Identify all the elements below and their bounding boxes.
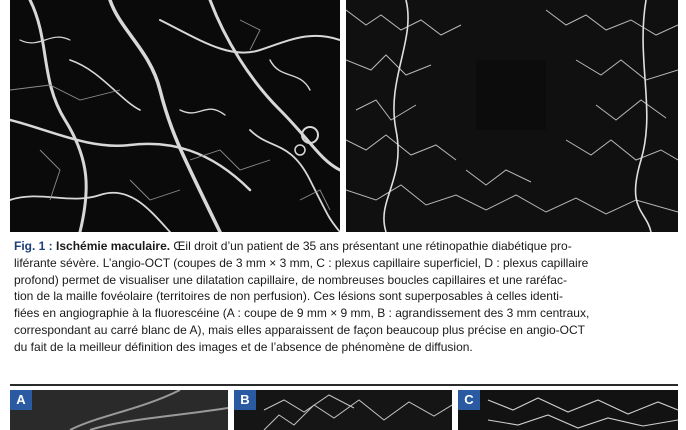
angio-oct-image-superficial — [10, 0, 340, 232]
angio-oct-image-deep — [346, 0, 678, 232]
caption-line-5: fiées en angiographie à la fluorescéine (A : coupe de 9 mm × 9 mm, B : agrandissement des 3 mm centraux, — [14, 306, 590, 321]
caption-line-1: Œil droit d’un patient de 35 ans présentant une rétinopathie diabétique pro- — [170, 239, 572, 253]
figure-caption — [14, 238, 676, 356]
caption-line-4: tion de la maille fovéolaire (territoires de non perfusion). Ces lésions sont superposables à celles identi- — [14, 289, 563, 304]
figure-title: Ischémie maculaire. — [56, 239, 171, 253]
caption-line-2: liférante sévère. L’angio-OCT (coupes de 3 mm × 3 mm, C : plexus capillaire superficiel, D : plexus capillaire — [14, 255, 589, 270]
angio-oct-image-c — [458, 390, 678, 430]
panel-label-a: A — [10, 390, 32, 410]
caption-line-3: profond) permet de visualiser une dilatation capillaire, de nombreuses boucles capillaires et une raréfac- — [14, 272, 567, 287]
panel-label-b: B — [234, 390, 256, 410]
figure-label: Fig. 1 : — [14, 239, 53, 253]
caption-line-7: du fait de la meilleur définition des images et de l’absence de phénomène de diffusion. — [14, 339, 473, 354]
panel-label-c: C — [458, 390, 480, 410]
fluorescein-angiography-image-b — [234, 390, 452, 430]
fluorescein-angiography-image-a — [10, 390, 228, 430]
caption-line-6: correspondant au carré blanc de A), mais elles apparaissent de façon beaucoup plus précise en angio-OCT — [14, 322, 586, 337]
section-divider — [10, 384, 678, 386]
